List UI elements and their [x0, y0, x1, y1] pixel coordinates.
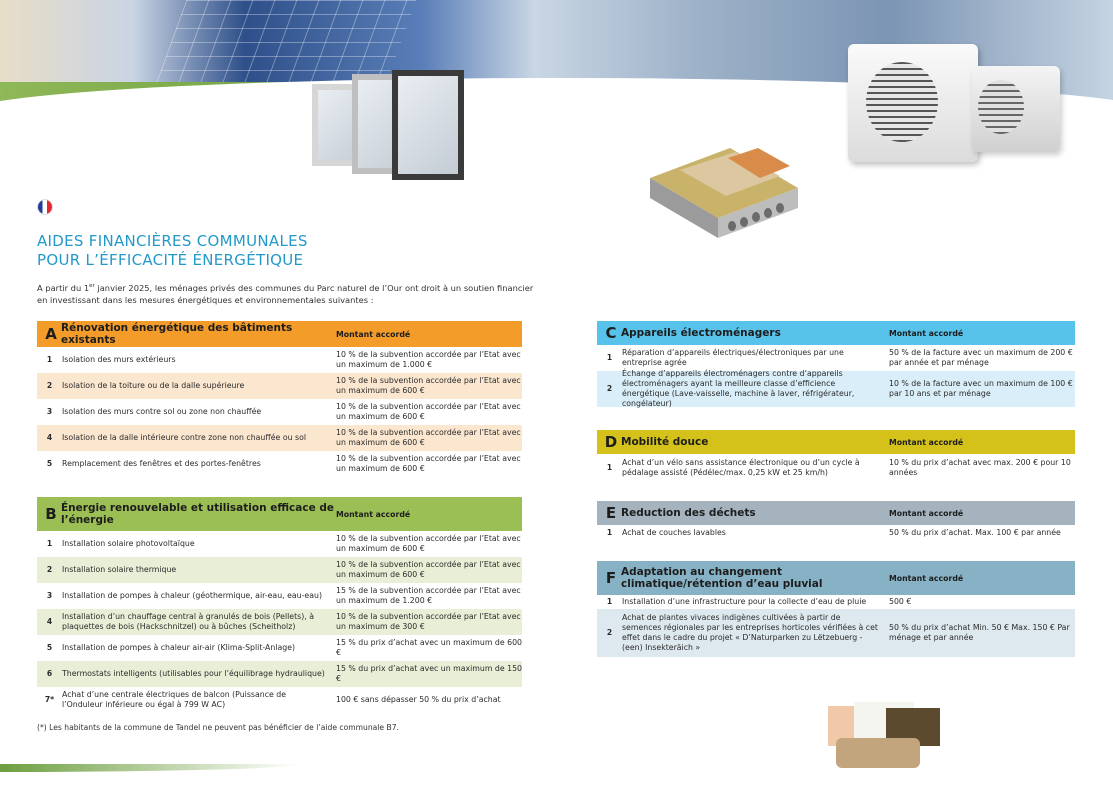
row-number: 1 [46, 355, 53, 364]
section-header [37, 321, 522, 347]
table-row [597, 525, 1075, 541]
row-number: 2 [606, 384, 613, 393]
row-measure: Isolation des murs contre sol ou zone non chauffée [62, 407, 262, 416]
row-number: 1 [606, 528, 613, 537]
row-measure: Réparation d’appareils électriques/électroniques par une entreprise agrée [622, 348, 844, 367]
amount-column-header: Montant accordé [336, 329, 411, 339]
table-row [597, 345, 1075, 371]
row-amount: 15 % du prix d’achat avec un maximum de 600 € [336, 638, 523, 657]
section-d-soft-mobility [597, 430, 1075, 482]
section-header [597, 501, 1075, 525]
table-row [597, 609, 1075, 657]
row-measure: Achat de couches lavables [622, 528, 726, 537]
row-number: 4 [46, 433, 53, 442]
section-b-renewable-energy [37, 497, 522, 713]
row-measure: Installation d’une infrastructure pour la collecte d’eau de pluie [622, 597, 867, 606]
row-number: 1 [606, 353, 613, 362]
row-amount: 15 % du prix d’achat avec un maximum de 150 € [336, 664, 523, 683]
section-header [597, 321, 1075, 345]
section-header [597, 430, 1075, 454]
row-amount: 10 % du prix d’achat avec max. 200 € pour 10 années [889, 458, 1071, 477]
row-measure: Isolation de la dalle intérieure contre zone non chauffée ou sol [62, 433, 307, 442]
row-amount: 10 % de la subvention accordée par l’Etat avec un maximum de 600 € [336, 454, 521, 473]
table-row [37, 661, 522, 687]
row-measure: Installation solaire thermique [62, 565, 177, 574]
row-amount: 10 % de la subvention accordée par l’Etat avec un maximum de 300 € [336, 612, 521, 631]
section-c-appliances [597, 321, 1075, 407]
section-a-renovation [37, 321, 522, 477]
row-measure: Installation solaire photovoltaïque [62, 539, 195, 548]
amount-column-header: Montant accordé [889, 437, 964, 447]
table-row [597, 371, 1075, 407]
footnote: (*) Les habitants de la commune de Tandel ne peuvent pas bénéficier de l’aide communale B7. [37, 723, 399, 732]
section-f-climate-adaptation [597, 561, 1075, 657]
table-row [37, 399, 522, 425]
section-title: Énergie renouvelable et utilisation efficace de l’énergie [61, 502, 335, 526]
green-line-decoration [0, 764, 300, 772]
section-letter: A [45, 325, 57, 343]
row-amount: 50 % du prix d’achat. Max. 100 € par année [889, 528, 1061, 537]
page-title [37, 232, 357, 270]
row-number: 6 [46, 669, 53, 678]
heat-pump-unit-image-2 [972, 66, 1060, 152]
row-measure: Thermostats intelligents (utilisables pour l’équilibrage hydraulique) [62, 669, 325, 678]
row-measure: Achat d’une centrale électriques de balcon (Puissance de l’Onduleur inférieure ou égal à 799 W AC) [62, 690, 286, 709]
section-title: Reduction des déchets [621, 507, 756, 519]
table-row [37, 373, 522, 399]
intro-text-end: janvier 2025, les ménages privés des communes du Parc naturel de l’Our ont droit à un soutien financier en investissant dans les mesures énergétiques et environnementales suivantes : [37, 282, 534, 305]
row-amount: 10 % de la subvention accordée par l’Etat avec un maximum de 600 € [336, 534, 521, 553]
windows-image [312, 68, 462, 176]
row-measure: Isolation des murs extérieurs [62, 355, 176, 364]
insulated-floor-slab-image [640, 138, 800, 246]
section-letter: E [605, 504, 617, 522]
section-title: Appareils électroménagers [621, 327, 781, 339]
row-measure: Installation de pompes à chaleur (géothermique, air-eau, eau-eau) [62, 591, 322, 600]
insulation-blocks-image [826, 700, 946, 774]
table-row [597, 595, 1075, 609]
row-number: 5 [46, 643, 53, 652]
table-row [37, 531, 522, 557]
table-row [37, 687, 522, 713]
row-number: 5 [46, 459, 53, 468]
row-measure: Installation d’un chauffage central à granulés de bois (Pellets), à plaquettes de bois (Hackschnitzel) ou à bûches (Scheitholz) [62, 612, 314, 631]
section-header [597, 561, 1075, 595]
france-flag-icon [38, 200, 52, 214]
table-row [37, 347, 522, 373]
row-number: 2 [46, 565, 53, 574]
amount-column-header: Montant accordé [889, 328, 964, 338]
row-measure: Échange d’appareils électroménagers contre d’appareils électroménagers ayant la meilleure classe d’efficience énergétique (Lave-vaisselle, machine à laver, réfrigérateur, congélateur) [622, 369, 855, 408]
row-amount: 10 % de la subvention accordée par l’Etat avec un maximum de 600 € [336, 402, 521, 421]
section-title: Mobilité douce [621, 436, 709, 448]
section-title: Rénovation énergétique des bâtiments existants [61, 322, 293, 346]
row-amount: 10 % de la facture avec un maximum de 100 € par 10 ans et par ménage [889, 379, 1073, 398]
section-title: Adaptation au changement climatique/rétention d’eau pluvial [621, 566, 823, 590]
row-amount: 10 % de la subvention accordée par l’Etat avec un maximum de 1.000 € [336, 350, 521, 369]
row-measure: Installation de pompes à chaleur air-air (Klima-Split-Anlage) [62, 643, 296, 652]
row-amount: 50 % du prix d’achat Min. 50 € Max. 150 € Par ménage et par année [889, 623, 1070, 642]
section-letter: C [605, 324, 617, 342]
row-amount: 500 € [889, 597, 912, 606]
row-measure: Achat d’un vélo sans assistance électronique ou d’un cycle à pédalage assisté (Pédélec/max. 0,25 kW et 25 km/h) [622, 458, 860, 477]
row-number: 7* [44, 695, 55, 704]
table-row [37, 609, 522, 635]
row-number: 3 [46, 591, 53, 600]
intro-paragraph [37, 280, 537, 306]
row-amount: 100 € sans dépasser 50 % du prix d’achat [336, 695, 501, 704]
row-number: 1 [606, 597, 613, 606]
row-number: 2 [46, 381, 53, 390]
row-number: 2 [606, 628, 613, 637]
heat-pump-unit-image [848, 44, 978, 162]
row-amount: 10 % de la subvention accordée par l’Etat avec un maximum de 600 € [336, 376, 521, 395]
amount-column-header: Montant accordé [336, 509, 411, 519]
section-letter: B [45, 505, 57, 523]
table-row [37, 451, 522, 477]
intro-text-start: A partir du 1 [37, 282, 90, 293]
table-row [37, 425, 522, 451]
row-amount: 10 % de la subvention accordée par l’Etat avec un maximum de 600 € [336, 560, 521, 579]
row-measure: Remplacement des fenêtres et des portes-fenêtres [62, 459, 261, 468]
page-title-line-2: POUR L’ÉFFICACITÉ ÉNERGÉTIQUE [37, 251, 304, 269]
section-header [37, 497, 522, 531]
row-number: 4 [46, 617, 53, 626]
row-amount: 10 % de la subvention accordée par l’Etat avec un maximum de 600 € [336, 428, 521, 447]
table-row [37, 583, 522, 609]
row-measure: Achat de plantes vivaces indigènes cultivées à partir de semences régionales par les entreprises horticoles vérifiées à cet effet dans le cadre du projet « D’Naturparken zu Lëtzebuerg - (een) Insekteräich » [622, 613, 878, 652]
table-row [37, 635, 522, 661]
intro-superscript: er [89, 283, 95, 289]
row-amount: 15 % de la subvention accordée par l’Etat avec un maximum de 1.200 € [336, 586, 521, 605]
amount-column-header: Montant accordé [889, 573, 964, 583]
section-letter: D [604, 433, 618, 451]
row-number: 1 [606, 463, 613, 472]
section-letter: F [605, 569, 617, 587]
table-row [597, 454, 1075, 482]
row-measure: Isolation de la toiture ou de la dalle supérieure [62, 381, 245, 390]
section-e-waste-reduction [597, 501, 1075, 541]
amount-column-header: Montant accordé [889, 508, 964, 518]
row-number: 3 [46, 407, 53, 416]
page-title-line-1: AIDES FINANCIÈRES COMMUNALES [37, 232, 308, 250]
row-number: 1 [46, 539, 53, 548]
table-row [37, 557, 522, 583]
row-amount: 50 % de la facture avec un maximum de 200 € par année et par ménage [889, 348, 1073, 367]
